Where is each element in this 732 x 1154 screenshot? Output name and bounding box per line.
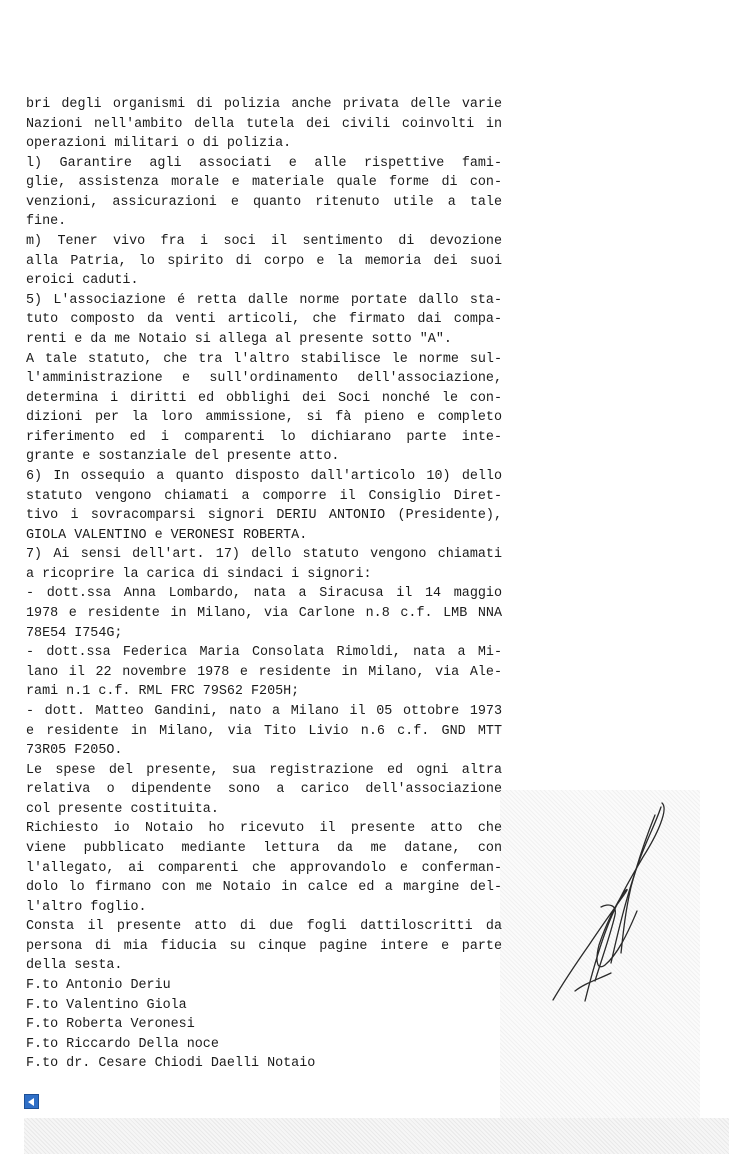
- text-line: m) Tener vivo fra i soci il sentimento di devozione: [26, 234, 502, 250]
- text-line: riferimento ed i comparenti lo dichiarano parte inte-: [26, 429, 502, 445]
- text-line: eroici caduti.: [26, 273, 139, 289]
- text-line: venzioni, assicurazioni e quanto ritenuto utile a tale: [26, 194, 502, 210]
- text-line: lano il 22 novembre 1978 e residente in Milano, via Ale-: [26, 664, 502, 680]
- text-line: l'altro foglio.: [26, 899, 147, 915]
- text-line: l'allegato, ai comparenti che approvandolo e conferman-: [26, 860, 502, 876]
- text-line: col presente costituita.: [26, 801, 219, 817]
- text-line: viene pubblicato mediante lettura da me datane, con: [26, 840, 502, 856]
- text-line: - dott.ssa Federica Maria Consolata Rimoldi, nata a Mi-: [26, 645, 502, 661]
- text-line: dolo lo firmano con me Notaio in calce ed a margine del-: [26, 880, 502, 896]
- text-line: 6) In ossequio a quanto disposto dall'articolo 10) dello: [26, 468, 502, 484]
- text-line: operazioni militari o di polizia.: [26, 136, 292, 152]
- text-line: 7) Ai sensi dell'art. 17) dello statuto vengono chiamati: [26, 547, 502, 563]
- text-line: e residente in Milano, via Tito Livio n.6 c.f. GND MTT: [26, 723, 502, 739]
- text-line: Le spese del presente, sua registrazione ed ogni altra: [26, 762, 502, 778]
- text-line: determina i diritti ed obblighi dei Soci nonché le con-: [26, 390, 502, 406]
- scan-shading-bottom: [24, 1118, 729, 1154]
- text-line: rami n.1 c.f. RML FRC 79S62 F205H;: [26, 684, 300, 700]
- text-line: glie, assistenza morale e materiale quale forme di con-: [26, 175, 502, 191]
- nav-back-icon[interactable]: [24, 1094, 39, 1109]
- document-text: [26, 95, 502, 1074]
- text-line: F.to Riccardo Della noce: [26, 1036, 219, 1052]
- text-line: fine.: [26, 214, 67, 230]
- text-line: a ricoprire la carica di sindaci i signori:: [26, 566, 372, 582]
- text-line: tivo i sovracomparsi signori DERIU ANTONIO (Presidente),: [26, 508, 502, 524]
- text-line: 1978 e residente in Milano, via Carlone n.8 c.f. LMB NNA: [26, 606, 502, 622]
- text-line: 78E54 I754G;: [26, 625, 123, 641]
- text-line: GIOLA VALENTINO e VERONESI ROBERTA.: [26, 527, 308, 543]
- text-line: Richiesto io Notaio ho ricevuto il presente atto che: [26, 821, 502, 837]
- text-line: persona di mia fiducia su cinque pagine intere e parte: [26, 938, 502, 954]
- handwritten-signature-icon: [545, 795, 675, 1010]
- text-line: Nazioni nell'ambito della tutela dei civili coinvolti in: [26, 116, 502, 132]
- text-line: - dott.ssa Anna Lombardo, nata a Siracusa il 14 maggio: [26, 586, 502, 602]
- text-line: alla Patria, lo spirito di corpo e la memoria dei suoi: [26, 253, 502, 269]
- text-line: F.to Roberta Veronesi: [26, 1017, 195, 1033]
- text-line: grante e sostanziale del presente atto.: [26, 449, 340, 465]
- text-line: relativa o dipendente sono a carico dell'associazione: [26, 782, 502, 798]
- text-line: renti e da me Notaio si allega al presente sotto "A".: [26, 331, 452, 347]
- text-line: della sesta.: [26, 958, 123, 974]
- text-line: 5) L'associazione é retta dalle norme portate dallo sta-: [26, 292, 502, 308]
- text-line: bri degli organismi di polizia anche privata delle varie: [26, 97, 502, 112]
- text-line: 73R05 F205O.: [26, 743, 123, 759]
- text-line: Consta il presente atto di due fogli dattiloscritti da: [26, 919, 502, 935]
- text-line: statuto vengono chiamati a comporre il Consiglio Diret-: [26, 488, 502, 504]
- text-line: - dott. Matteo Gandini, nato a Milano il 05 ottobre 1973: [26, 703, 502, 719]
- text-line: l'amministrazione e sull'ordinamento dell'associazione,: [26, 371, 502, 387]
- text-line: F.to Valentino Giola: [26, 997, 187, 1013]
- text-line: l) Garantire agli associati e alle rispettive fami-: [26, 155, 502, 171]
- text-line: F.to dr. Cesare Chiodi Daelli Notaio: [26, 1056, 316, 1072]
- text-line: tuto composto da venti articoli, che firmato dai compa-: [26, 312, 502, 328]
- text-line: F.to Antonio Deriu: [26, 978, 171, 994]
- text-line: dizioni per la loro ammissione, si fà pieno e completo: [26, 410, 502, 426]
- text-line: A tale statuto, che tra l'altro stabilisce le norme sul-: [26, 351, 502, 367]
